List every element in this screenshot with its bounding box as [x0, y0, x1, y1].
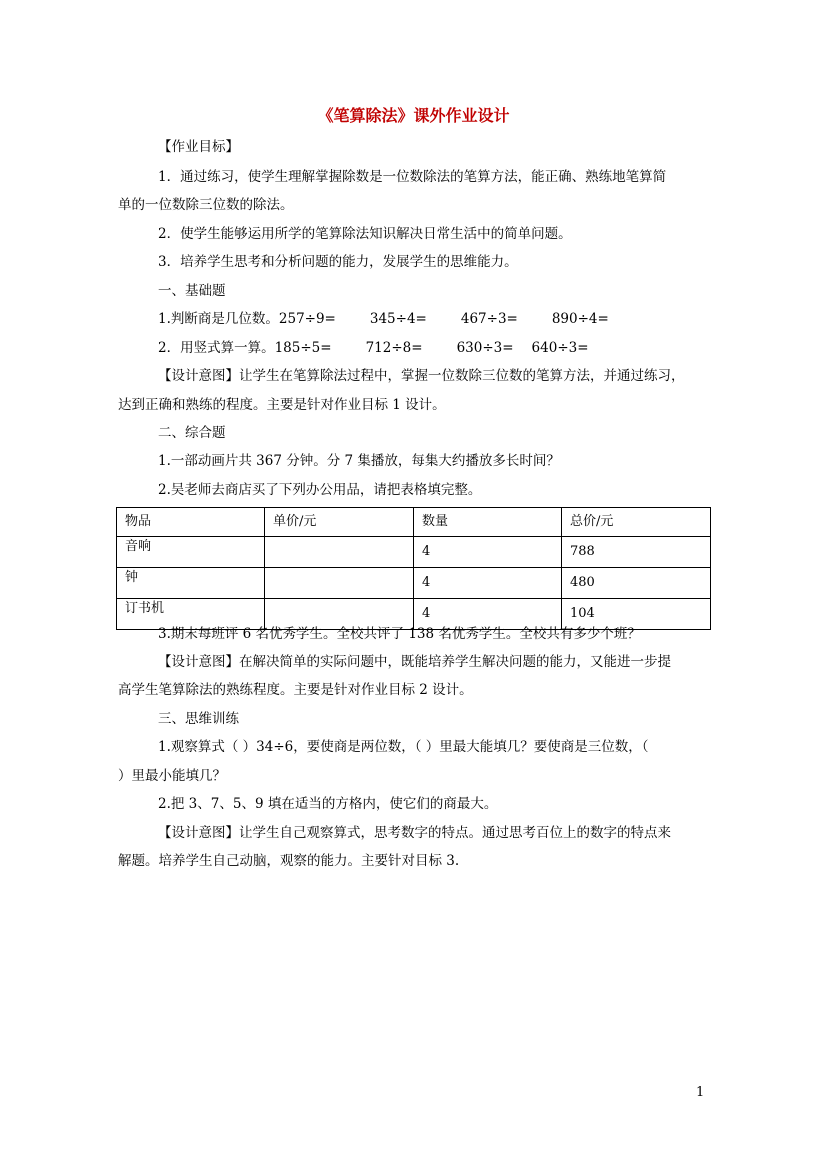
basic-q2-expr-3: 630÷3=	[456, 340, 514, 356]
basic-q2-label: 2．用竖式算一算。	[158, 340, 275, 356]
table-header-row	[117, 508, 711, 537]
cell-unit-price	[265, 537, 414, 568]
goal-3: 3．培养学生思考和分析问题的能力，发展学生的思维能力。	[158, 254, 518, 270]
thinking-heading: 三、思维训练	[158, 711, 239, 727]
cell-quantity: 4	[414, 599, 562, 630]
cell-quantity: 4	[414, 537, 562, 568]
thinking-question-1-line-2: ）里最小能填几？	[118, 768, 226, 784]
basic-q1-expr-2: 345÷4=	[369, 311, 427, 327]
thinking-intent-line-2: 解题。培养学生自己动脑，观察的能力。主要针对目标 3.	[118, 853, 460, 869]
cell-total-price: 788	[562, 537, 711, 568]
header-quantity: 数量	[414, 508, 562, 537]
basic-q2-expr-4: 640÷3=	[531, 340, 589, 356]
comprehensive-question-3: 3.期末每班评 6 名优秀学生。全校共评了 138 名优秀学生。全校共有多少个班？	[158, 626, 641, 642]
basic-question-2	[158, 339, 589, 357]
office-supplies-table	[116, 507, 711, 630]
thinking-question-1-line-1: 1.观察算式（ ）34÷6，要使商是两位数，（ ）里最大能填几？要使商是三位数，（	[158, 739, 649, 755]
comprehensive-question-1: 1.一部动画片共 367 分钟。分 7 集播放，每集大约播放多长时间？	[158, 453, 560, 469]
cell-total-price: 104	[562, 599, 711, 630]
basic-q2-expr-2: 712÷8=	[365, 340, 423, 356]
basic-intent-line-1: 【设计意图】让学生在笔算除法过程中，掌握一位数除三位数的笔算方法，并通过练习，	[158, 368, 685, 384]
goal-2: 2．使学生能够运用所学的笔算除法知识解决日常生活中的简单问题。	[158, 226, 572, 242]
comprehensive-question-2: 2.吴老师去商店买了下列办公用品，请把表格填完整。	[158, 482, 482, 498]
comprehensive-intent-line-2: 高学生笔算除法的熟练程度。主要是针对作业目标 2 设计。	[118, 682, 473, 698]
cell-unit-price	[265, 568, 414, 599]
basic-q1-expr-3: 467÷3=	[460, 311, 518, 327]
basic-q1-label: 1.判断商是几位数。	[158, 311, 279, 327]
cell-item: 钟	[117, 568, 265, 599]
goal-1-line-1: 1．通过练习，使学生理解掌握除数是一位数除法的笔算方法，能正确、熟练地笔算简	[158, 169, 667, 185]
basic-intent-line-2: 达到正确和熟练的程度。主要是针对作业目标 1 设计。	[118, 397, 446, 413]
comprehensive-heading: 二、综合题	[158, 425, 226, 441]
basic-question-1	[158, 310, 609, 328]
thinking-question-2: 2.把 3、7、5、9 填在适当的方格内，使它们的商最大。	[158, 796, 498, 812]
cell-total-price: 480	[562, 568, 711, 599]
goal-1-line-2: 单的一位数除三位数的除法。	[118, 197, 294, 213]
basic-heading: 一、基础题	[158, 283, 226, 299]
page-number: 1	[696, 1085, 705, 1100]
basic-q1-expr-4: 890÷4=	[551, 311, 609, 327]
goals-heading: 【作业目标】	[158, 139, 239, 155]
cell-quantity: 4	[414, 568, 562, 599]
header-item: 物品	[117, 508, 265, 537]
basic-q1-expr-1: 257÷9=	[278, 311, 336, 327]
header-unit-price: 单价/元	[265, 508, 414, 537]
thinking-intent-line-1: 【设计意图】让学生自己观察算式，思考数字的特点。通过思考百位上的数字的特点来	[158, 825, 671, 841]
table-row	[117, 568, 711, 599]
comprehensive-intent-line-1: 【设计意图】在解决简单的实际问题中，既能培养学生解决问题的能力，又能进一步提	[158, 654, 671, 670]
cell-item: 音响	[117, 537, 265, 568]
document-title: 《笔算除法》课外作业设计	[317, 106, 510, 125]
cell-item: 订书机	[117, 599, 265, 630]
header-total-price: 总价/元	[562, 508, 711, 537]
basic-q2-expr-1: 185÷5=	[274, 340, 332, 356]
table-row	[117, 537, 711, 568]
